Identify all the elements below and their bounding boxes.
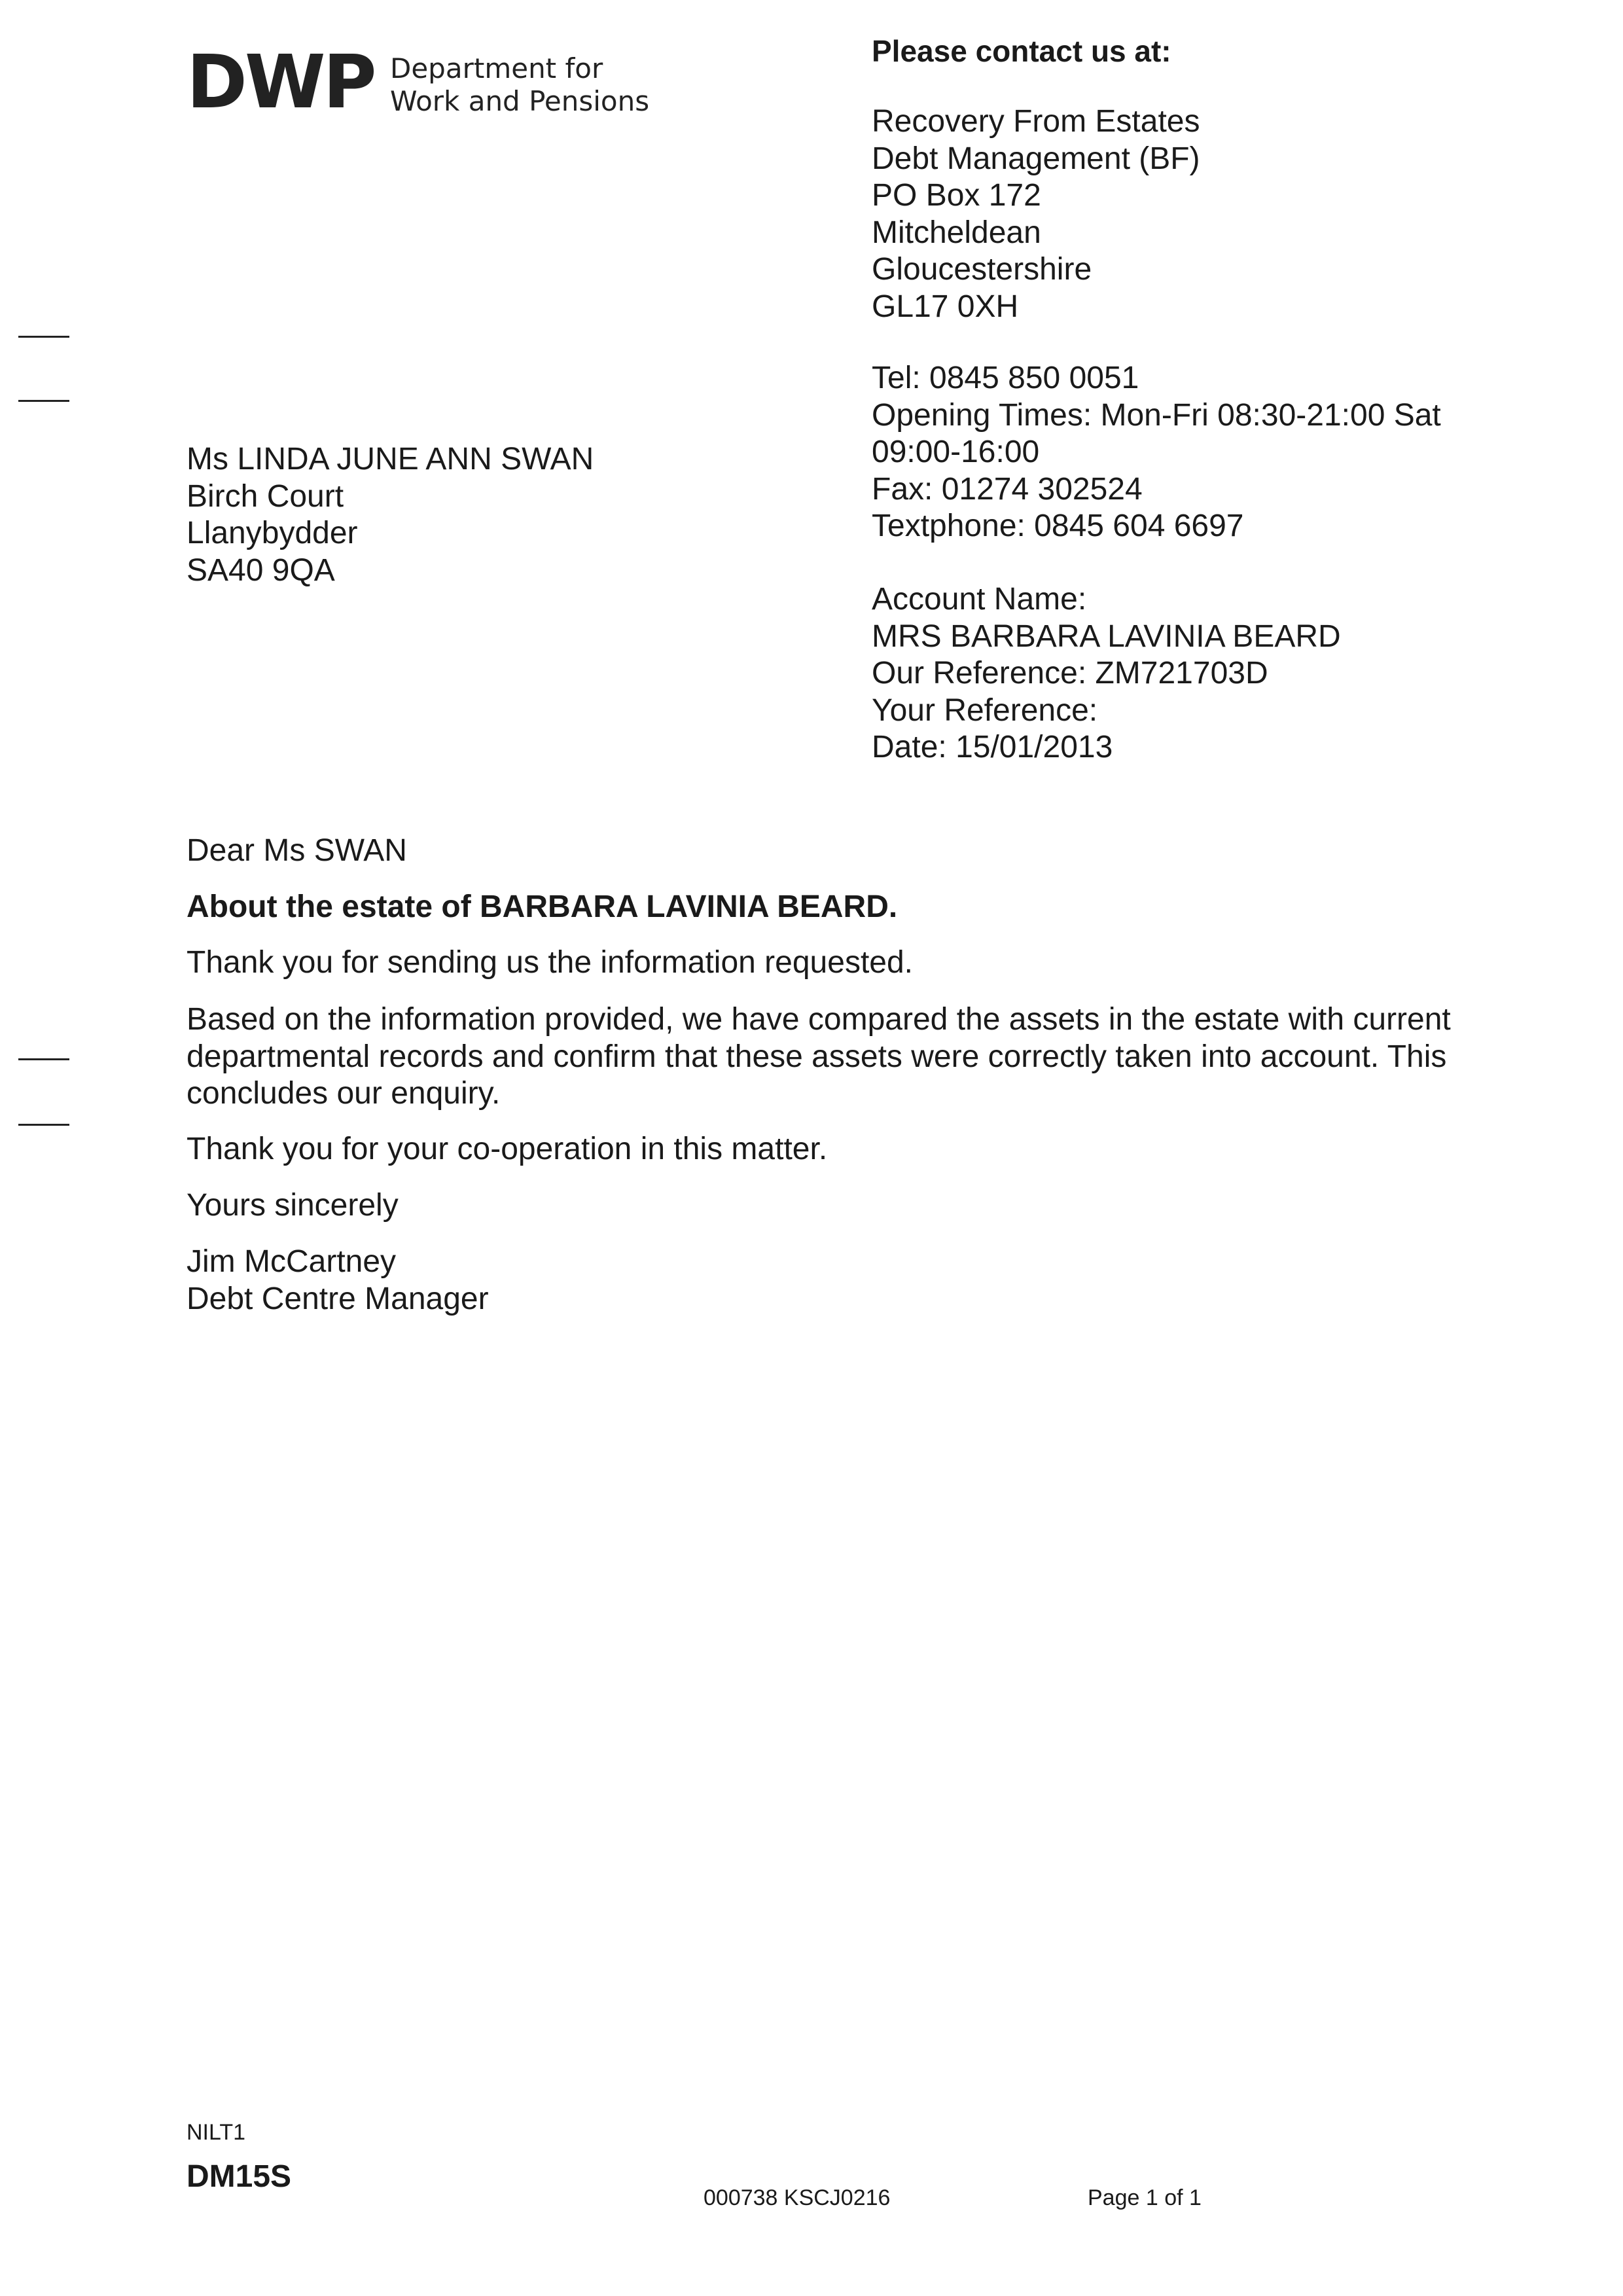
dwp-logo-text <box>390 52 649 118</box>
form-id: NILT1 <box>187 2120 246 2145</box>
fold-mark <box>18 400 69 402</box>
letter-subject: About the estate of BARBARA LAVINIA BEARD. <box>187 889 898 924</box>
phone-line: Opening Times: Mon-Fri 08:30-21:00 Sat <box>872 397 1441 433</box>
closing: Yours sincerely <box>187 1188 399 1223</box>
phone-line: Textphone: 0845 604 6697 <box>872 509 1244 543</box>
account-line: Account Name: <box>872 582 1087 617</box>
recipient-line: SA40 9QA <box>187 552 335 588</box>
logo-line-1: Department for <box>390 52 603 84</box>
contact-phone-details <box>872 360 1441 545</box>
recipient-line: Llanybydder <box>187 516 358 550</box>
address-line: GL17 0XH <box>872 289 1019 324</box>
recipient-line: Birch Court <box>187 478 344 514</box>
account-line: MRS BARBARA LAVINIA BEARD <box>872 619 1341 654</box>
account-line: Your Reference: <box>872 692 1098 728</box>
recipient-address <box>187 441 594 589</box>
fold-mark <box>18 336 69 338</box>
address-line: PO Box 172 <box>872 178 1041 213</box>
form-code: DM15S <box>187 2159 292 2194</box>
phone-line: 09:00-16:00 <box>872 435 1040 469</box>
footer-reference: 000738 KSCJ0216 <box>704 2185 891 2210</box>
fold-mark <box>18 1124 69 1126</box>
body-paragraph-1: Thank you for sending us the information requested. <box>187 945 913 980</box>
signature-block <box>187 1244 489 1318</box>
sender-address <box>872 103 1200 325</box>
address-line: Debt Management (BF) <box>872 141 1200 176</box>
signatory-name: Jim McCartney <box>187 1244 397 1279</box>
phone-line: Fax: 01274 302524 <box>872 471 1143 507</box>
address-line: Mitcheldean <box>872 215 1041 250</box>
contact-heading: Please contact us at: <box>872 34 1171 68</box>
fold-mark <box>18 1058 69 1060</box>
account-line: Date: 15/01/2013 <box>872 730 1113 764</box>
body-paragraph-3: Thank you for your co-operation in this matter. <box>187 1132 828 1166</box>
account-line: Our Reference: ZM721703D <box>872 656 1268 691</box>
account-details <box>872 581 1341 766</box>
page-number: Page 1 of 1 <box>1088 2185 1202 2210</box>
address-line: Gloucestershire <box>872 252 1092 287</box>
phone-line: Tel: 0845 850 0051 <box>872 361 1139 395</box>
logo-line-2: Work and Pensions <box>390 85 650 117</box>
body-paragraph-2: Based on the information provided, we have compared the assets in the estate with current departmental records and confirm that these assets were correctly taken into account. This concludes our enquiry. <box>187 1002 1451 1111</box>
dwp-logo-mark: DWP <box>187 40 374 125</box>
signatory-title: Debt Centre Manager <box>187 1281 489 1316</box>
address-line: Recovery From Estates <box>872 104 1200 139</box>
recipient-line: Ms LINDA JUNE ANN SWAN <box>187 442 594 476</box>
salutation: Dear Ms SWAN <box>187 833 407 868</box>
